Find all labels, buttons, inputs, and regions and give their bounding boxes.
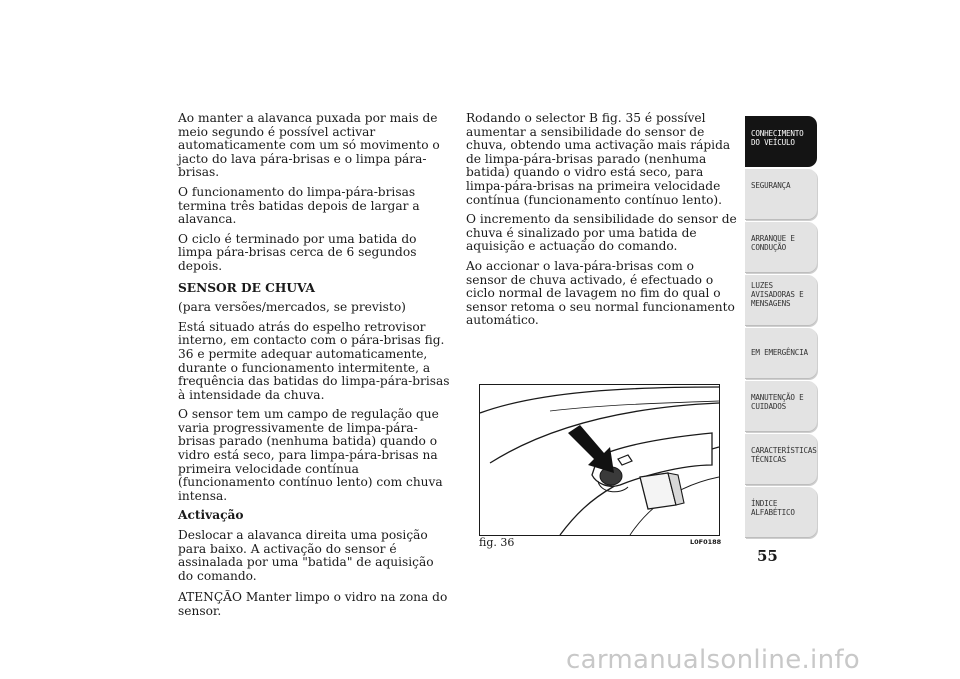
paragraph: O funcionamento do limpa-pára-brisas termina três batidas depois de largar a alavanca. [178,184,420,227]
tab-luzes-avisadoras[interactable] [745,275,817,326]
paragraph: O ciclo é terminado por uma batida do limpa pára-brisas cerca de 6 segundos depois. [178,231,417,273]
paragraph: Ao manter a alavanca puxada por mais de meio segundo é possível activar automaticamente com um só movimento o jacto do lava pára-brisas e o limpa pára-brisas. [178,111,440,180]
paragraph: Está situado atrás do espelho retrovisor interno, em contacto com o pára-brisas fig. 36 e permite adequar automaticamente, durante o funcionamento intermitente, a frequência das batidas do limpa-pára-brisas à intensidade da chuva. [178,319,450,402]
tab-indice-alfabetico[interactable] [745,487,817,538]
paragraph: (para versões/mercados, se previsto) [178,300,406,315]
tab-label: ÍNDICE ALFABÉTICO [751,499,795,517]
tab-label: EM EMERGÊNCIA [751,348,808,357]
left-text-column [178,112,450,625]
figure-code: L0F0188 [690,538,722,546]
tab-label: SEGURANÇA [751,181,791,190]
figure-caption: fig. 36 [479,536,515,549]
tab-label: MANUTENÇÃO E CUIDADOS [751,393,804,411]
paragraph: Deslocar a alavanca direita uma posição para baixo. A activação do sensor é assinalada por uma "batida" de aquisição do comando. [178,528,434,583]
paragraph: Ao accionar o lava-pára-brisas com o sensor de chuva activado, é efectuado o ciclo normal de lavagem no fim do qual o sensor retoma o seu normal funcionamento automático. [466,258,735,328]
tab-manutencao-e-cuidados[interactable] [745,381,817,432]
tab-label: ARRANQUE E CONDUÇÃO [751,234,795,252]
tab-label: CONHECIMENTO DO VEÍCULO [751,129,804,147]
chapter-tabs [745,116,817,540]
tab-label: CARACTERÍSTICAS TÉCNICAS [751,446,817,464]
page-number: 55 [757,547,778,565]
tab-label: LUZES AVISADORAS E MENSAGENS [751,281,804,308]
watermark: carmanualsonline.info [566,645,861,675]
tab-conhecimento-do-veiculo[interactable] [745,116,817,167]
warning-note: ATENÇÃO Manter limpo o vidro na zona do sensor. [178,590,448,618]
tab-em-emergencia[interactable] [745,328,817,379]
tab-seguranca[interactable] [745,169,817,220]
section-heading: SENSOR DE CHUVA [178,280,315,295]
right-text-column [466,112,738,334]
subsection-heading: Activação [178,508,244,523]
rain-sensor-illustration [480,385,719,535]
rain-sensor-figure [479,384,720,536]
paragraph: O sensor tem um campo de regulação que varia progressivamente de limpa-pára-brisas parado (nenhuma batida) quando o vidro está seco, para limpa-pára-brisas na primeira velocidade contínua (funcionamento contínuo lento) com chuva intensa. [178,407,443,503]
paragraph: O incremento da sensibilidade do sensor de chuva é sinalizado por uma batida de aquisição e actuação do comando. [466,212,737,254]
tab-caracteristicas-tecnicas[interactable] [745,434,817,485]
tab-arranque-e-conducao[interactable] [745,222,817,273]
paragraph: Rodando o selector B fig. 35 é possível aumentar a sensibilidade do sensor de chuva, obtendo uma activação mais rápida de limpa-pára-brisas parado (nenhuma batida) quando o vidro está seco, para limpa-pára-brisas na primeira velocidade contínua (funcionamento contínuo lento). [466,111,731,207]
